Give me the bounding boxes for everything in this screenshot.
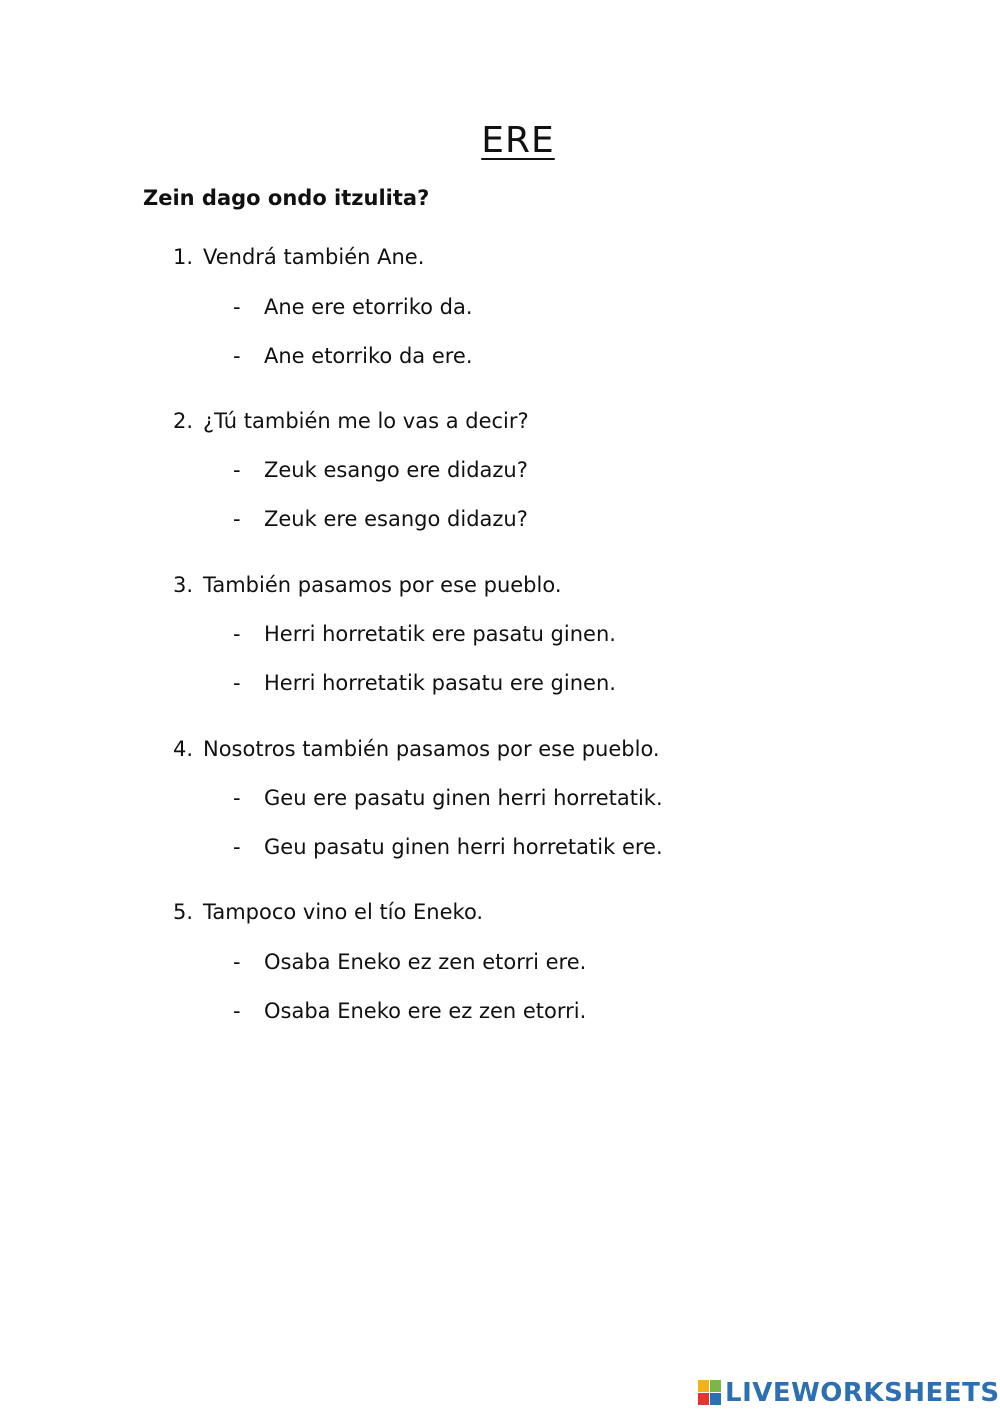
question-number: 1. [173, 245, 194, 269]
option-marker: - [233, 507, 241, 531]
logo-text: LIVEWORKSHEETS [725, 1378, 1000, 1408]
question-number: 2. [173, 409, 194, 433]
option-text: Geu ere pasatu ginen herri horretatik. [264, 786, 663, 810]
logo-square-4 [710, 1393, 721, 1405]
option-text: Osaba Eneko ere ez zen etorri. [264, 999, 587, 1023]
question-text: Vendrá también Ane. [203, 245, 425, 269]
option-4a[interactable] [233, 786, 663, 810]
option-text: Zeuk esango ere didazu? [264, 458, 528, 482]
question-number: 5. [173, 900, 194, 924]
option-1a[interactable] [233, 295, 473, 319]
option-4b[interactable] [233, 835, 663, 859]
question-text: Nosotros también pasamos por ese pueblo. [203, 737, 660, 761]
option-text: Ane etorriko da ere. [264, 344, 473, 368]
option-3a[interactable] [233, 622, 616, 646]
option-5b[interactable] [233, 999, 586, 1023]
instruction-text: Zein dago ondo itzulita? [143, 186, 430, 210]
liveworksheets-logo [698, 1376, 1000, 1410]
question-number: 4. [173, 737, 194, 761]
logo-square-1 [698, 1380, 709, 1392]
option-2b[interactable] [233, 507, 528, 531]
question-number: 3. [173, 573, 194, 597]
option-marker: - [233, 671, 241, 695]
option-5a[interactable] [233, 950, 586, 974]
question-2 [173, 409, 529, 433]
logo-square-2 [710, 1380, 721, 1392]
question-1 [173, 245, 424, 269]
option-text: Geu pasatu ginen herri horretatik ere. [264, 835, 663, 859]
question-3 [173, 573, 562, 597]
logo-square-3 [698, 1393, 709, 1405]
question-text: Tampoco vino el tío Eneko. [203, 900, 484, 924]
option-text: Zeuk ere esango didazu? [264, 507, 528, 531]
option-marker: - [233, 835, 241, 859]
option-text: Herri horretatik ere pasatu ginen. [264, 622, 616, 646]
option-2a[interactable] [233, 458, 528, 482]
option-text: Osaba Eneko ez zen etorri ere. [264, 950, 587, 974]
option-marker: - [233, 786, 241, 810]
question-4 [173, 737, 660, 761]
option-marker: - [233, 295, 241, 319]
worksheet-title: ERE [481, 120, 555, 161]
logo-mark-icon [698, 1380, 722, 1406]
option-text: Ane ere etorriko da. [264, 295, 473, 319]
option-marker: - [233, 458, 241, 482]
option-marker: - [233, 344, 241, 368]
option-1b[interactable] [233, 344, 473, 368]
question-text: También pasamos por ese pueblo. [203, 573, 562, 597]
option-text: Herri horretatik pasatu ere ginen. [264, 671, 616, 695]
question-text: ¿Tú también me lo vas a decir? [203, 409, 529, 433]
option-3b[interactable] [233, 671, 616, 695]
option-marker: - [233, 622, 241, 646]
option-marker: - [233, 950, 241, 974]
question-5 [173, 900, 483, 924]
option-marker: - [233, 999, 241, 1023]
